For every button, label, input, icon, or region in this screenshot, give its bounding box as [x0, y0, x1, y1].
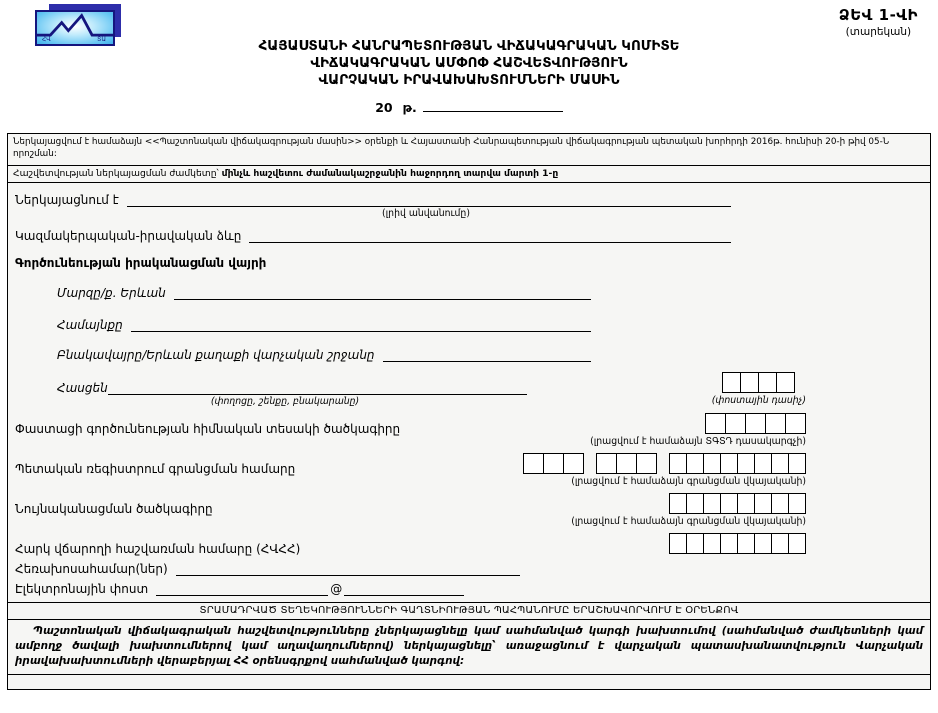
state-register-hint: (լրացվում է համաձայն գրանցման վկայականի) — [571, 475, 806, 487]
form-periodicity-label: (տարեկան) — [845, 26, 912, 38]
presented-by-input-line[interactable] — [127, 194, 731, 207]
code-box-cell[interactable] — [686, 533, 704, 554]
code-box-cell[interactable] — [737, 493, 755, 514]
code-box-cell[interactable] — [686, 453, 704, 474]
address-left-block — [57, 372, 527, 407]
activity-code-boxes — [705, 413, 806, 434]
deadline-row — [8, 165, 930, 182]
confidentiality-banner — [8, 602, 930, 619]
settlement-input-line[interactable] — [383, 349, 591, 362]
code-box-cell[interactable] — [737, 453, 755, 474]
code-box-cell[interactable] — [720, 533, 738, 554]
code-box-cell[interactable] — [765, 413, 786, 434]
address-input-line[interactable] — [108, 382, 527, 395]
community-input-line[interactable] — [131, 319, 591, 332]
address-label: Հասցեն — [57, 380, 108, 395]
phone-row — [15, 562, 520, 576]
code-box-cell[interactable] — [636, 453, 657, 474]
code-box-cell[interactable] — [776, 372, 795, 393]
armstat-logo — [35, 4, 127, 48]
code-box-cell[interactable] — [596, 453, 617, 474]
code-box-cell[interactable] — [725, 413, 746, 434]
code-box-cell[interactable] — [669, 493, 687, 514]
org-form-input-line[interactable] — [249, 230, 731, 243]
code-box-cell[interactable] — [686, 493, 704, 514]
at-symbol: @ — [330, 581, 343, 596]
identification-code-label: Նույնականացման ծածկագիրը — [15, 501, 213, 516]
phone-input-line[interactable] — [176, 563, 520, 576]
settlement-label: Բնակավայրը/Երևան քաղաքի վարչական շրջանը — [57, 347, 375, 362]
address-row — [15, 372, 923, 407]
logo-left-caption: ՀՎ — [42, 36, 51, 43]
email-local-input-line[interactable] — [156, 583, 328, 596]
org-form-label: Կազմակերպական-իրավական ձևը — [15, 228, 242, 243]
code-box-cell[interactable] — [703, 493, 721, 514]
email-label: Էլեկտրոնային փոստ — [15, 581, 149, 596]
code-box-cell[interactable] — [703, 533, 721, 554]
deadline-emphasis: մինչև հաշվետու ժամանակաշրջանին հաջորդող տարվա մարտի 1-ը — [221, 167, 559, 179]
postal-code-hint: (փոստային դասիչ) — [711, 394, 806, 406]
presented-by-label: Ներկայացնում է — [15, 192, 119, 207]
code-box-cell[interactable] — [543, 453, 564, 474]
state-register-row — [15, 453, 923, 487]
legal-basis-text: Ներկայացվում է համաձայն <<Պաշտոնական վիճակագրության մասին>> օրենքի և Հայաստանի Հանրապետության վիճակագրության պետական խորհրդի 2016թ. հունիսի 20-ի թիվ 05-Ն որոշման: — [13, 137, 890, 159]
liability-note-text: Պաշտոնական վիճակագրական հաշվետվությունները չներկայացնելը կամ սահմանված կարգի խախտումով (սահմանված ժամկետների կամ ամբողջ ծավալի խախտումներով կամ աղավաղումներով) ներկայացնելը՝ առաջացնում է վարչական պատասխանատվություն Վարչական իրավախախտումների վերաբերյալ ՀՀ օրենսգրքով սահմանված կարգով: — [15, 624, 923, 667]
phone-label: Հեռախոսահամար(ներ) — [15, 561, 168, 576]
empty-footer-row — [8, 674, 930, 689]
taxpayer-id-row — [15, 533, 923, 556]
taxpayer-id-label: Հարկ վճարողի հաշվառման համարը (ՀՎՀՀ) — [15, 541, 301, 556]
year-suffix: թ. — [402, 100, 417, 115]
code-box-cell[interactable] — [563, 453, 584, 474]
code-box-cell[interactable] — [754, 453, 772, 474]
state-register-box-group-3 — [669, 453, 806, 474]
code-box-cell[interactable] — [788, 453, 806, 474]
state-register-cluster — [523, 453, 806, 487]
org-form-row — [15, 229, 731, 243]
presented-by-row — [15, 193, 731, 207]
community-label: Համայնքը — [57, 317, 123, 332]
code-box-cell[interactable] — [745, 413, 766, 434]
activity-code-label: Փաստացի գործունեության հիմնական տեսակի ծածկագիրը — [15, 421, 401, 436]
postal-code-cluster — [712, 372, 806, 406]
code-box-cell[interactable] — [720, 493, 738, 514]
region-row — [57, 286, 591, 300]
code-box-cell[interactable] — [722, 372, 741, 393]
code-box-cell[interactable] — [523, 453, 544, 474]
activity-code-row — [15, 413, 923, 447]
confidentiality-banner-text: ՏՐԱՄԱԴՐՎԱԾ ՏԵՂԵԿՈՒԹՅՈՒՆՆԵՐԻ ԳԱՂՏՆԻՈՒԹՅԱՆ ՊԱՀՊԱՆՈՒՄԸ ԵՐԱՇԽԱՎՈՐՎՈՒՄ Է ՕՐԵՆՔՈՎ — [199, 604, 739, 616]
identification-code-boxes — [669, 493, 806, 514]
org-title: ՀԱՅԱՍՏԱՆԻ ՀԱՆՐԱՊԵՏՈՒԹՅԱՆ ՎԻՃԱԿԱԳՐԱԿԱՆ ԿՈՄԻՏԵ — [258, 38, 680, 54]
taxpayer-id-boxes — [669, 533, 806, 554]
full-name-hint: (լրիվ անվանումը) — [382, 207, 470, 219]
state-register-box-groups — [523, 453, 806, 474]
code-box-cell[interactable] — [771, 453, 789, 474]
code-box-cell[interactable] — [740, 372, 759, 393]
code-box-cell[interactable] — [758, 372, 777, 393]
region-input-line[interactable] — [174, 287, 591, 300]
year-input-line[interactable] — [423, 100, 563, 112]
code-box-cell[interactable] — [616, 453, 637, 474]
state-register-box-group-2 — [596, 453, 657, 474]
email-domain-input-line[interactable] — [344, 583, 464, 596]
code-box-cell[interactable] — [771, 493, 789, 514]
year-prefix: 20 — [375, 100, 393, 115]
code-box-cell[interactable] — [788, 533, 806, 554]
header-titles — [0, 0, 938, 89]
street-hint: (փողոցը, շենքը, բնակարանը) — [210, 395, 360, 407]
state-register-box-group-1 — [523, 453, 584, 474]
report-title: ՎԻՃԱԿԱԳՐԱԿԱՆ ԱՄՓՈՓ ՀԱՇՎԵՏՎՈՒԹՅՈՒՆ — [310, 55, 628, 71]
code-box-cell[interactable] — [705, 413, 726, 434]
body-row — [8, 182, 930, 602]
community-row — [57, 318, 591, 332]
email-row — [15, 582, 571, 596]
settlement-row — [57, 348, 591, 362]
deadline-text: Հաշվետվության ներկայացման ժամկետը՝ — [13, 167, 222, 179]
identification-code-row — [15, 493, 923, 527]
form-code-block — [839, 6, 918, 38]
code-box-cell[interactable] — [669, 453, 687, 474]
legal-basis-row — [8, 134, 930, 165]
identification-code-hint: (լրացվում է համաձայն գրանցման վկայականի) — [571, 515, 806, 527]
code-box-cell[interactable] — [720, 453, 738, 474]
state-register-label: Պետական ռեգիստրում գրանցման համարը — [15, 461, 296, 476]
code-box-cell[interactable] — [669, 533, 687, 554]
code-box-cell[interactable] — [771, 533, 789, 554]
code-box-cell[interactable] — [737, 533, 755, 554]
code-box-cell[interactable] — [754, 493, 772, 514]
year-line — [0, 100, 938, 115]
activity-location-heading: Գործունեության իրականացման վայրի — [15, 255, 267, 270]
activity-code-hint: (լրացվում է համաձայն ՏԳՏԴ դասակարգչի) — [590, 435, 806, 447]
code-box-cell[interactable] — [785, 413, 806, 434]
liability-note — [8, 619, 930, 674]
region-label: Մարզը/ք. Երևան — [57, 285, 166, 300]
logo-right-caption: ՏԱ — [97, 36, 106, 43]
logo-front-panel — [35, 10, 115, 46]
postal-code-boxes — [722, 372, 795, 393]
activity-code-cluster — [590, 413, 806, 447]
code-box-cell[interactable] — [754, 533, 772, 554]
report-subject-title: ՎԱՐՉԱԿԱՆ ԻՐԱՎԱԽԱԽՏՈՒՄՆԵՐԻ ՄԱՍԻՆ — [318, 72, 620, 88]
address-line — [57, 372, 527, 395]
form-code-label: ՁԵՎ 1-ՎԻ — [838, 6, 918, 24]
form-table — [7, 133, 931, 690]
code-box-cell[interactable] — [703, 453, 721, 474]
taxpayer-id-cluster — [669, 533, 806, 554]
identification-code-cluster — [571, 493, 806, 527]
code-box-cell[interactable] — [788, 493, 806, 514]
